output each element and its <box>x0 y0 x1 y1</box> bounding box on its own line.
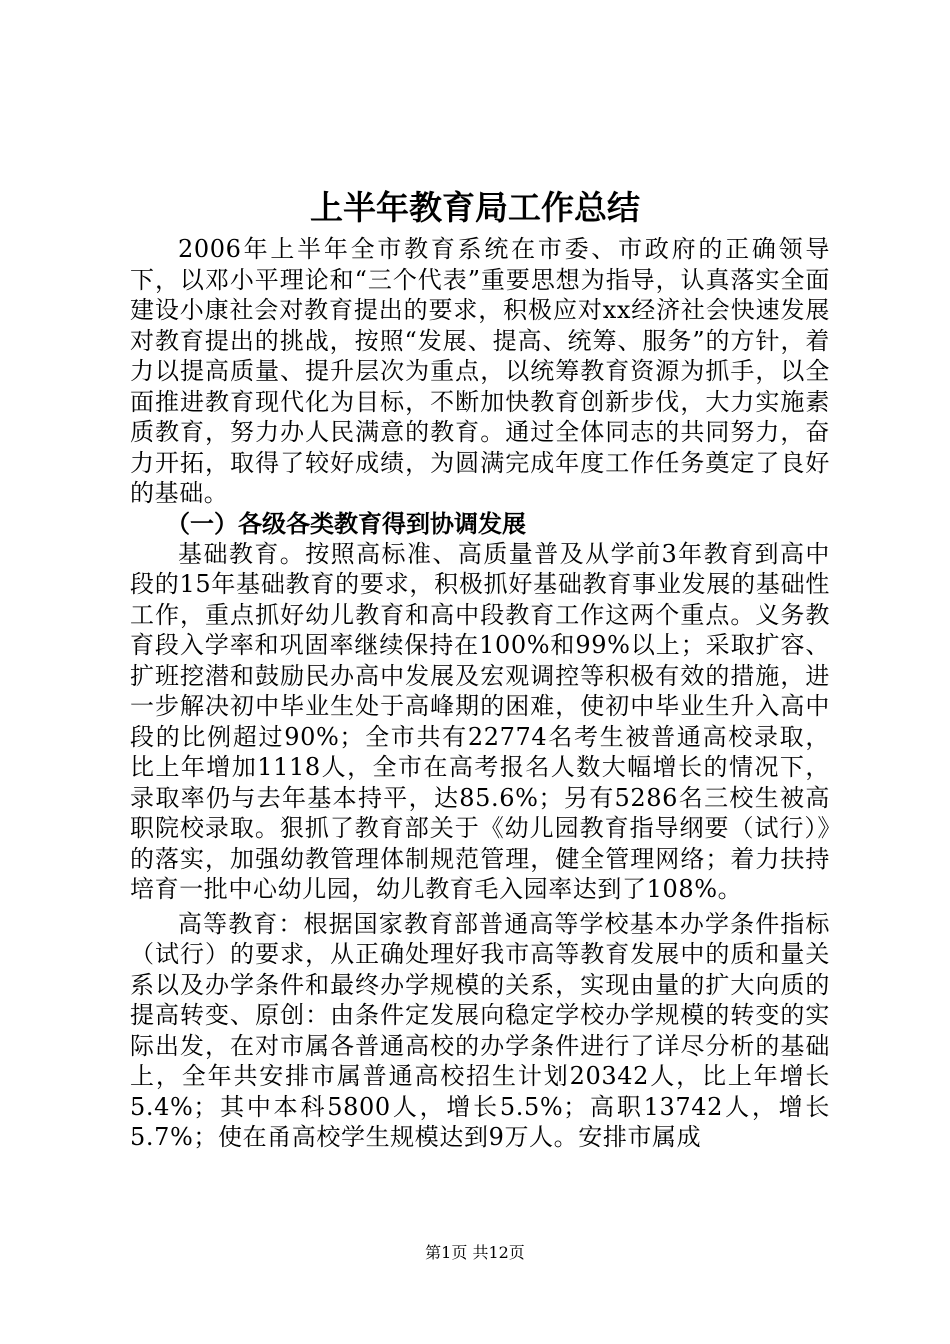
section-heading: （一）各级各类教育得到协调发展 <box>166 509 526 538</box>
document-title: 上半年教育局工作总结 <box>310 188 640 227</box>
document-body <box>130 234 830 1153</box>
page-number-footer: 第1页 共12页 <box>425 1243 525 1262</box>
higher-education-paragraph: 高等教育：根据国家教育部普通高等学校基本办学条件指标（试行）的要求，从正确处理好我市高等教育发展中的质和量关系以及办学条件和最终办学规模的关系，实现由量的扩大向质的提高转变、原创：由条件定发展向稳定学校办学规模的转变的实际出发，在对市属各普通高校的办学条件进行了详尽分析的基础上，全年共安排市属普通高校招生计划20342人，比上年增长5.4%；其中本科5800人，增长5.5%；高职13742人，增长5.7%；使在甬高校学生规模达到9万人。安排市属成 <box>130 909 830 1151</box>
basic-education-paragraph: 基础教育。按照高标准、高质量普及从学前3年教育到高中段的15年基础教育的要求，积极抓好基础教育事业发展的基础性工作，重点抓好幼儿教育和高中段教育工作这两个重点。义务教育段入学率和巩固率继续保持在100%和99%以上；采取扩容、扩班挖潜和鼓励民办高中发展及宏观调控等积极有效的措施，进一步解决初中毕业生处于高峰期的困难，使初中毕业生升入高中段的比例超过90%；全市共有22774名考生被普通高校录取，比上年增加1118人，全市在高考报名人数大幅增长的情况下，录取率仍与去年基本持平，达85.6%；另有5286名三校生被高职院校录取。狠抓了教育部关于《幼儿园教育指导纲要（试行）》的落实，加强幼教管理体制规范管理，健全管理网络；着力扶持培育一批中心幼儿园，幼儿教育毛入园率达到了108%。 <box>130 539 830 903</box>
intro-paragraph: 2006年上半年全市教育系统在市委、市政府的正确领导下，以邓小平理论和“三个代表”重要思想为指导，认真落实全面建设小康社会对教育提出的要求，积极应对xx经济社会快速发展对教育提出的挑战，按照“发展、提高、统筹、服务”的方针，着力以提高质量、提升层次为重点，以统筹教育资源为抓手，以全面推进教育现代化为目标，不断加快教育创新步伐，大力实施素质教育，努力办人民满意的教育。通过全体同志的共同努力，奋力开拓，取得了较好成绩，为圆满完成年度工作任务奠定了良好的基础。 <box>130 235 830 507</box>
